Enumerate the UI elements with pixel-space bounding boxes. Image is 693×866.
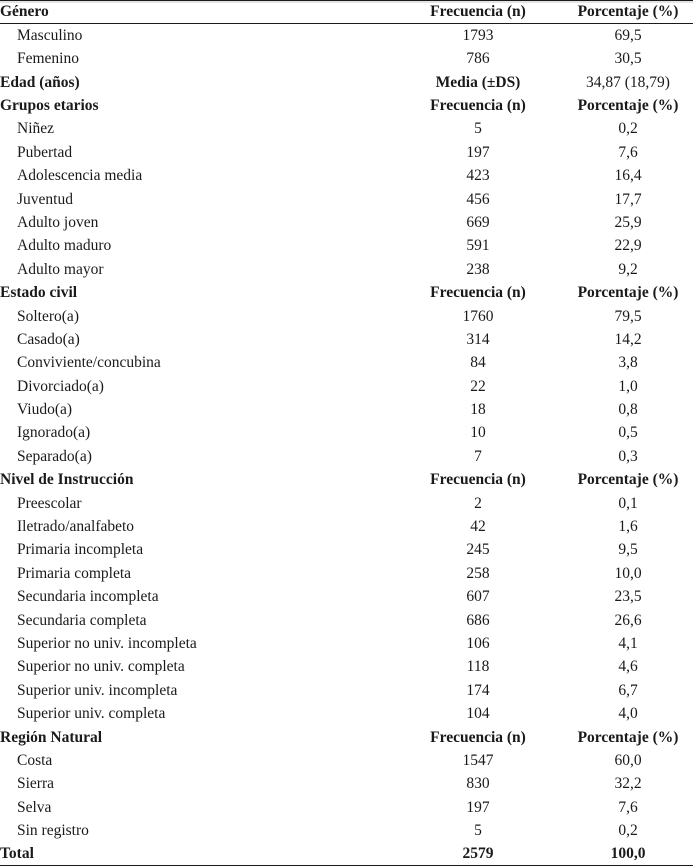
row-label: Viudo(a) <box>17 401 73 419</box>
table-body <box>0 1 693 866</box>
section-header-row <box>0 1 693 24</box>
table-row <box>0 117 693 140</box>
row-percentage: 32,2 <box>614 775 642 793</box>
section-col3-header: Porcentaje (%) <box>563 1 693 24</box>
section-col3-header: Porcentaje (%) <box>577 728 679 746</box>
row-percentage: 0,5 <box>618 424 638 442</box>
table-row <box>0 398 693 421</box>
row-frequency: 10 <box>470 424 486 442</box>
row-label: Primaria completa <box>17 564 132 582</box>
row-percentage: 22,9 <box>614 237 642 255</box>
row-percentage: 0,3 <box>618 447 638 465</box>
row-percentage: 3,8 <box>618 354 638 372</box>
row-frequency: 607 <box>466 588 490 606</box>
row-frequency: 669 <box>466 213 490 231</box>
section-col3-header: 34,87 (18,79) <box>586 73 670 91</box>
row-frequency: 2 <box>474 494 482 512</box>
table-row <box>0 24 693 47</box>
row-label: Divorciado(a) <box>17 377 104 395</box>
row-frequency: 1793 <box>462 27 494 45</box>
row-frequency: 591 <box>466 237 490 255</box>
section-header-row <box>0 726 693 749</box>
row-percentage: 0,2 <box>618 120 638 138</box>
row-frequency: 7 <box>474 447 482 465</box>
row-percentage: 1,6 <box>618 518 638 536</box>
row-label: Secundaria incompleta <box>17 588 159 606</box>
row-frequency: 84 <box>470 354 486 372</box>
row-label: Preescolar <box>17 494 82 512</box>
table-row <box>0 141 693 164</box>
row-label: Superior no univ. incompleta <box>17 634 197 652</box>
row-frequency: 118 <box>466 658 490 676</box>
total-row <box>0 843 693 866</box>
row-percentage: 9,5 <box>618 541 638 559</box>
row-percentage: 0,8 <box>618 401 638 419</box>
row-frequency: 197 <box>466 143 490 161</box>
table-row <box>0 375 693 398</box>
row-percentage: 69,5 <box>614 27 642 45</box>
row-label: Sin registro <box>17 822 89 840</box>
row-percentage: 7,6 <box>618 798 638 816</box>
row-label: Niñez <box>17 120 55 138</box>
row-label: Adulto mayor <box>17 260 104 278</box>
row-percentage: 4,6 <box>618 658 638 676</box>
table-row <box>0 164 693 187</box>
section-title: Nivel de Instrucción <box>0 471 134 489</box>
section-col2-header: Frecuencia (n) <box>393 1 563 24</box>
table-row <box>0 632 693 655</box>
row-frequency: 106 <box>466 634 490 652</box>
table-row <box>0 188 693 211</box>
row-percentage: 4,0 <box>618 705 638 723</box>
section-col2-header: Frecuencia (n) <box>430 471 526 489</box>
table-row <box>0 655 693 678</box>
table-row <box>0 234 693 257</box>
row-percentage: 10,0 <box>614 564 642 582</box>
table-row <box>0 328 693 351</box>
row-label: Masculino <box>17 27 83 45</box>
row-frequency: 686 <box>466 611 490 629</box>
table-row <box>0 679 693 702</box>
section-header-row <box>0 281 693 304</box>
table-row <box>0 796 693 819</box>
row-frequency: 5 <box>474 822 482 840</box>
row-label: Separado(a) <box>17 447 92 465</box>
table-row <box>0 422 693 445</box>
table-row <box>0 702 693 725</box>
row-frequency: 197 <box>466 798 490 816</box>
row-percentage: 1,0 <box>618 377 638 395</box>
section-title: Edad (años) <box>0 73 80 91</box>
section-col3-header: Porcentaje (%) <box>577 97 679 114</box>
row-frequency: 238 <box>466 260 490 278</box>
row-label: Soltero(a) <box>17 307 79 325</box>
table-row <box>0 351 693 374</box>
section-header-row <box>0 71 693 94</box>
section-title: Región Natural <box>0 728 103 746</box>
row-frequency: 423 <box>466 167 490 185</box>
row-label: Costa <box>17 751 53 769</box>
row-label: Juventud <box>17 190 73 208</box>
row-label: Iletrado/analfabeto <box>17 518 135 536</box>
row-label: Femenino <box>17 50 79 68</box>
row-label: Primaria incompleta <box>17 541 144 559</box>
total-frequency: 2579 <box>393 843 563 866</box>
section-header-row <box>0 94 693 117</box>
row-label: Superior univ. incompleta <box>17 681 178 699</box>
table-row <box>0 538 693 561</box>
row-label: Casado(a) <box>17 330 80 348</box>
table-row <box>0 445 693 468</box>
section-col3-header: Porcentaje (%) <box>577 284 679 302</box>
row-label: Adolescencia media <box>17 167 143 185</box>
row-label: Adulto maduro <box>17 237 112 255</box>
table-row <box>0 772 693 795</box>
section-col3-header: Porcentaje (%) <box>577 471 679 489</box>
total-percentage: 100,0 <box>563 843 693 866</box>
section-title: Estado civil <box>0 284 78 302</box>
table-row <box>0 819 693 842</box>
table-row <box>0 211 693 234</box>
row-frequency: 786 <box>466 50 490 68</box>
row-percentage: 25,9 <box>614 213 642 231</box>
row-percentage: 60,0 <box>614 751 642 769</box>
row-frequency: 5 <box>474 120 482 138</box>
row-percentage: 79,5 <box>614 307 642 325</box>
table-row <box>0 515 693 538</box>
row-percentage: 14,2 <box>614 330 642 348</box>
row-percentage: 0,1 <box>618 494 638 512</box>
table-row <box>0 47 693 70</box>
table-row <box>0 492 693 515</box>
row-frequency: 1760 <box>462 307 494 325</box>
table-row <box>0 749 693 772</box>
section-header-row <box>0 468 693 491</box>
row-percentage: 23,5 <box>614 588 642 606</box>
section-col2-header: Frecuencia (n) <box>430 728 526 746</box>
row-label: Ignorado(a) <box>17 424 91 442</box>
row-percentage: 9,2 <box>618 260 638 278</box>
table-row <box>0 585 693 608</box>
row-percentage: 7,6 <box>618 143 638 161</box>
row-frequency: 456 <box>466 190 490 208</box>
table-row <box>0 305 693 328</box>
row-frequency: 830 <box>466 775 490 793</box>
row-frequency: 258 <box>466 564 490 582</box>
row-label: Sierra <box>17 775 55 793</box>
table-row <box>0 258 693 281</box>
row-label: Secundaria completa <box>17 611 147 629</box>
table-row <box>0 609 693 632</box>
section-col2-header: Frecuencia (n) <box>430 284 526 302</box>
section-title: Grupos etarios <box>0 97 99 114</box>
row-frequency: 1547 <box>462 751 494 769</box>
section-col2-header: Frecuencia (n) <box>430 97 526 114</box>
row-percentage: 4,1 <box>618 634 638 652</box>
row-frequency: 314 <box>466 330 490 348</box>
total-label: Total <box>0 843 393 866</box>
row-frequency: 174 <box>466 681 490 699</box>
row-percentage: 16,4 <box>614 167 642 185</box>
row-percentage: 0,2 <box>618 822 638 840</box>
row-label: Pubertad <box>17 143 73 161</box>
row-frequency: 42 <box>470 518 486 536</box>
row-percentage: 30,5 <box>614 50 642 68</box>
row-percentage: 17,7 <box>614 190 642 208</box>
section-title: Género <box>0 1 393 24</box>
row-frequency: 18 <box>470 401 486 419</box>
row-percentage: 6,7 <box>618 681 638 699</box>
section-col2-header: Media (±DS) <box>435 73 521 91</box>
row-label: Conviviente/concubina <box>17 354 161 372</box>
row-frequency: 104 <box>466 705 490 723</box>
row-percentage: 26,6 <box>614 611 642 629</box>
row-label: Selva <box>17 798 52 816</box>
row-frequency: 22 <box>470 377 486 395</box>
row-frequency: 245 <box>466 541 490 559</box>
row-label: Superior no univ. completa <box>17 658 185 676</box>
row-label: Superior univ. completa <box>17 705 166 723</box>
row-label: Adulto joven <box>17 213 99 231</box>
table-row <box>0 562 693 585</box>
